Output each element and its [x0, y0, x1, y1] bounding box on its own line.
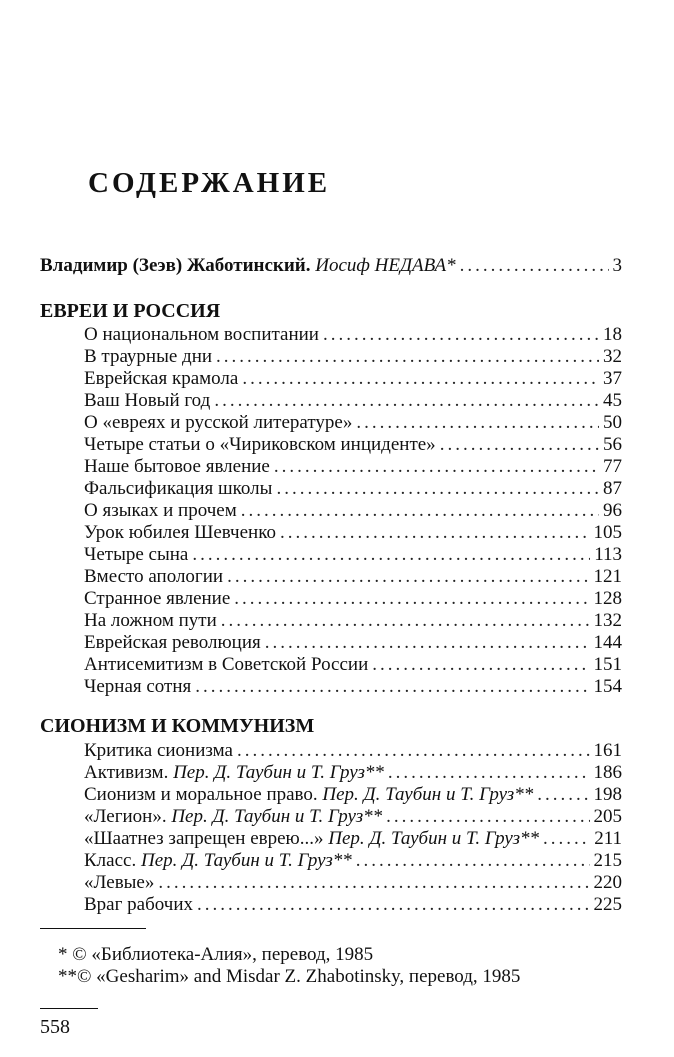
entry-translator: Пер. Д. Таубин и Т. Груз** — [328, 828, 540, 849]
dot-leader — [537, 784, 589, 806]
dot-leader — [265, 632, 590, 654]
dot-leader — [216, 346, 599, 368]
entry-title: «Шаатнез запрещен еврею...» — [84, 828, 324, 849]
footnote-2: **© «Gesharim» and Misdar Z. Zhabotinsky, перевод, 1985 — [58, 966, 521, 987]
entry-title: Еврейская крамола — [84, 368, 239, 389]
dot-leader — [386, 806, 589, 828]
toc-entry — [84, 850, 622, 872]
dot-leader — [323, 324, 599, 346]
entry-translator: Пер. Д. Таубин и Т. Груз** — [140, 850, 352, 871]
toc-entry — [84, 588, 622, 610]
dot-leader — [543, 828, 590, 850]
entry-title: Антисемитизм в Советской России — [84, 654, 369, 675]
dot-leader — [237, 740, 590, 762]
dot-leader — [158, 872, 589, 894]
dot-leader — [195, 676, 589, 698]
entry-page: 45 — [603, 390, 622, 411]
toc-entry — [84, 806, 622, 828]
dot-leader — [214, 390, 599, 412]
toc-entry — [84, 784, 622, 806]
section-heading-jews-russia: ЕВРЕИ И РОССИЯ — [40, 300, 221, 322]
dot-leader — [192, 544, 590, 566]
dot-leader — [388, 762, 590, 784]
entry-page: 186 — [593, 762, 622, 783]
toc-entry — [84, 478, 622, 500]
entry-page: 151 — [593, 654, 622, 675]
toc-entry — [84, 368, 622, 390]
entry-page: 220 — [593, 872, 622, 893]
entry-page: 121 — [593, 566, 622, 587]
dot-leader — [274, 456, 599, 478]
entry-title: Вместо апологии — [84, 566, 224, 587]
toc-entry — [84, 828, 622, 850]
toc-entry — [84, 740, 622, 762]
entry-translator: Пер. Д. Таубин и Т. Груз** — [322, 784, 534, 805]
entry-title: Четыре сына — [84, 544, 189, 565]
toc-entry — [84, 346, 622, 368]
entry-title: Черная сотня — [84, 676, 192, 697]
dot-leader — [227, 566, 589, 588]
dot-leader — [460, 255, 609, 277]
entry-title: Наше бытовое явление — [84, 456, 270, 477]
entry-title: Ваш Новый год — [84, 390, 211, 411]
entry-title: Четыре статьи о «Чириковском инциденте» — [84, 434, 436, 455]
intro-author: Владимир (Зеэв) Жаботинский. — [40, 255, 311, 276]
entry-title: Критика сионизма — [84, 740, 233, 761]
toc-entry — [84, 434, 622, 456]
entry-page: 215 — [593, 850, 622, 871]
dot-leader — [356, 412, 599, 434]
toc-entry — [84, 544, 622, 566]
entry-page: 198 — [593, 784, 622, 805]
toc-entry — [84, 324, 622, 346]
entry-page: 87 — [603, 478, 622, 499]
entry-title: Сионизм и моральное право. — [84, 784, 318, 805]
footnote-1: * © «Библиотека-Алия», перевод, 1985 — [58, 944, 374, 965]
entry-title: Враг рабочих — [84, 894, 193, 915]
intro-byline: Иосиф НЕДАВА* — [315, 255, 456, 276]
entry-translator: Пер. Д. Таубин и Т. Груз** — [173, 762, 384, 783]
dot-leader — [221, 610, 590, 632]
entry-page: 50 — [603, 412, 622, 433]
toc-entry — [84, 500, 622, 522]
toc-entry — [84, 566, 622, 588]
entry-title: Фальсификация школы — [84, 478, 273, 499]
dot-leader — [276, 478, 599, 500]
entry-title: В траурные дни — [84, 346, 213, 367]
entry-title: Еврейская революция — [84, 632, 261, 653]
footnote-divider — [40, 928, 146, 929]
entry-page: 32 — [603, 346, 622, 367]
entry-page: 154 — [593, 676, 622, 697]
dot-leader — [280, 522, 590, 544]
entry-title: На ложном пути — [84, 610, 217, 631]
entry-title: Активизм. — [84, 762, 169, 783]
page-number-divider — [40, 1008, 98, 1009]
entry-title: «Левые» — [84, 872, 155, 893]
entry-page: 161 — [593, 740, 622, 761]
dot-leader — [440, 434, 599, 456]
entry-page: 211 — [594, 828, 622, 849]
entry-title: О «евреях и русской литературе» — [84, 412, 353, 433]
dot-leader — [234, 588, 589, 610]
toc-entry — [84, 894, 622, 916]
toc-entry — [84, 762, 622, 784]
entry-title: О языках и прочем — [84, 500, 237, 521]
toc-entry-intro — [40, 255, 622, 277]
entry-translator: Пер. Д. Таубин и Т. Груз** — [171, 806, 383, 827]
entry-page: 132 — [593, 610, 622, 631]
page-number: 558 — [40, 1016, 70, 1038]
toc-entry — [84, 456, 622, 478]
toc-entry — [84, 872, 622, 894]
entry-page: 128 — [593, 588, 622, 609]
entry-page: 96 — [603, 500, 622, 521]
dot-leader — [241, 500, 599, 522]
section-heading-zionism-communism: СИОНИЗМ И КОММУНИЗМ — [40, 715, 315, 737]
entry-page: 205 — [593, 806, 622, 827]
entry-title: Урок юбилея Шевченко — [84, 522, 276, 543]
toc-entry — [84, 676, 622, 698]
entry-title: «Легион». — [84, 806, 167, 827]
toc-entry — [84, 522, 622, 544]
entry-page: 225 — [593, 894, 622, 915]
dot-leader — [372, 654, 589, 676]
page-title: СОДЕРЖАНИЕ — [88, 167, 331, 199]
dot-leader — [356, 850, 590, 872]
toc-entry — [84, 390, 622, 412]
dot-leader — [197, 894, 590, 916]
toc-entry — [84, 632, 622, 654]
toc-entry — [84, 412, 622, 434]
entry-title: О национальном воспитании — [84, 324, 319, 345]
entry-page: 56 — [603, 434, 622, 455]
dot-leader — [242, 368, 599, 390]
entry-page: 18 — [603, 324, 622, 345]
toc-entry — [84, 610, 622, 632]
entry-title: Странное явление — [84, 588, 231, 609]
entry-page: 144 — [593, 632, 622, 653]
entry-title: Класс. — [84, 850, 137, 871]
entry-page: 77 — [603, 456, 622, 477]
entry-page: 105 — [593, 522, 622, 543]
entry-page: 37 — [603, 368, 622, 389]
intro-page: 3 — [612, 255, 622, 276]
toc-entry — [84, 654, 622, 676]
entry-page: 113 — [594, 544, 622, 565]
